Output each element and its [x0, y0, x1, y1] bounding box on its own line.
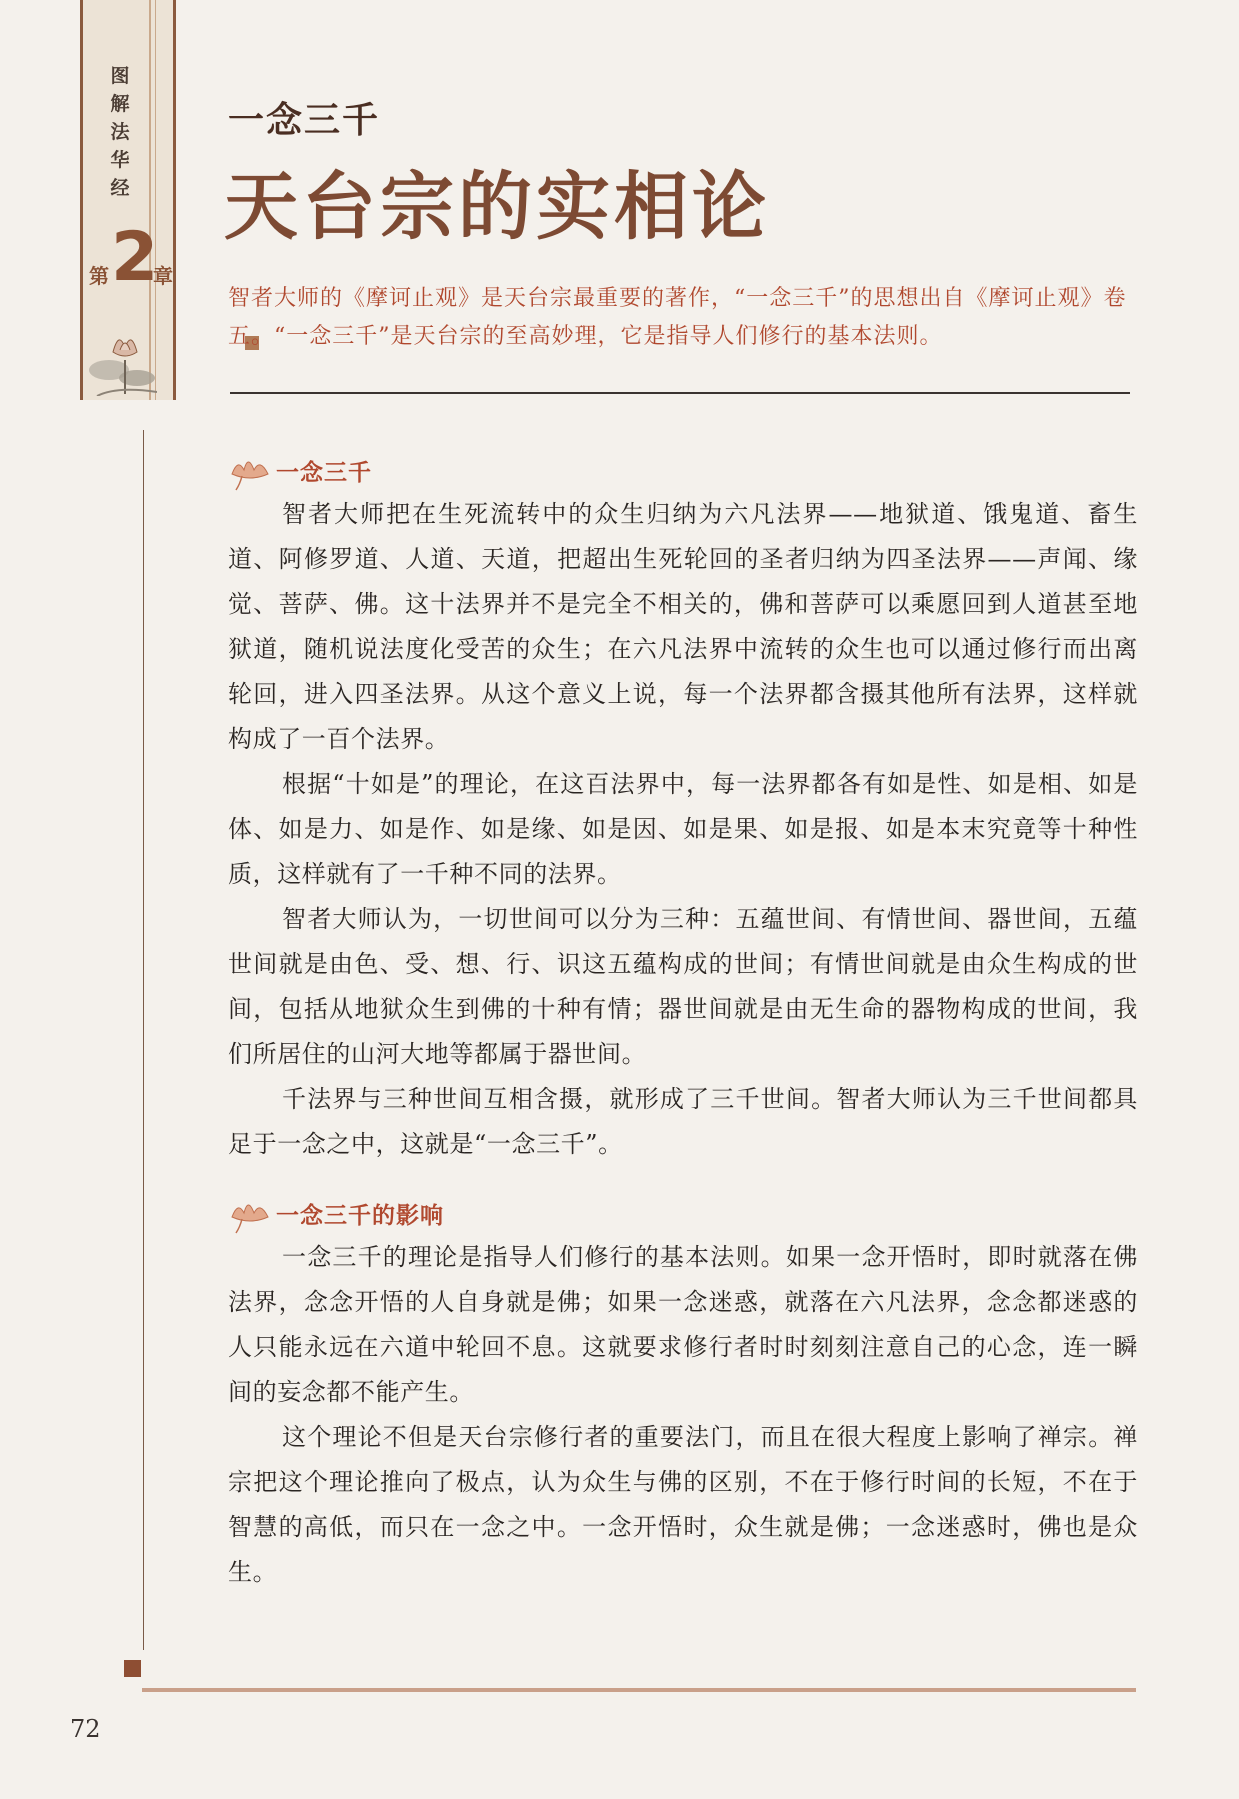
page-title: 天台宗的实相论	[224, 164, 770, 250]
body-paragraph: 一念三千的理论是指导人们修行的基本法则。如果一念开悟时，即时就落在佛法界，念念开悟的人自身就是佛；如果一念迷惑，就落在六凡法界，念念都迷惑的人只能永远在六道中轮回不息。这就要求修行者时时刻刻注意自己的心念，连一瞬间的妄念都不能产生。	[228, 1243, 1138, 1406]
body-paragraph: 智者大师把在生死流转中的众生归纳为六凡法界——地狱道、饿鬼道、畜生道、阿修罗道、人道、天道，把超出生死轮回的圣者归纳为四圣法界——声闻、缘觉、菩萨、佛。这十法界并不是完全不相关的，佛和菩萨可以乘愿回到人道甚至地狱道，随机说法度化受苦的众生；在六凡法界中流转的众生也可以通过修行而出离轮回，进入四圣法界。从这个意义上说，每一个法界都含摄其他所有法界，这样就构成了一百个法界。	[228, 500, 1138, 753]
page-number: 72	[70, 1715, 101, 1743]
header-divider	[230, 392, 1130, 394]
section-influence	[228, 1195, 1138, 1595]
lotus-bullet-icon	[228, 1195, 272, 1235]
body-paragraph: 这个理论不但是天台宗修行者的重要法门，而且在很大程度上影响了禅宗。禅宗把这个理论推向了极点，认为众生与佛的区别，不在于修行时间的长短，不在于智慧的高低，而只在一念之中。一念开悟时，众生就是佛；一念迷惑时，佛也是众生。	[228, 1423, 1138, 1586]
section-heading	[228, 1195, 1138, 1235]
body-paragraph: 千法界与三种世间互相含摄，就形成了三千世间。智者大师认为三千世间都具足于一念之中，这就是“一念三千”。	[228, 1085, 1138, 1158]
chapter-side-tab	[80, 0, 176, 400]
lotus-illustration-icon	[87, 300, 157, 396]
section-heading	[228, 452, 1138, 492]
footer-rule	[142, 1688, 1136, 1692]
page-subtitle: 一念三千	[228, 99, 381, 141]
book-title: 图解法华经	[110, 65, 130, 199]
body-paragraph: 智者大师认为，一切世间可以分为三种：五蕴世间、有情世间、器世间，五蕴世间就是由色、受、想、行、识这五蕴构成的世间；有情世间就是由众生构成的世间，包括从地狱众生到佛的十种有情；器世间就是由无生命的器物构成的世间，我们所居住的山河大地等都属于器世间。	[228, 905, 1138, 1068]
margin-rule	[143, 430, 144, 1650]
chapter-suffix: 章	[153, 264, 173, 288]
chapter-prefix: 第	[89, 264, 109, 288]
chapter-number: 2	[111, 218, 159, 297]
intro-summary: 智者大师的《摩诃止观》是天台宗最重要的著作，“一念三千”的思想出自《摩诃止观》卷五。“一念三千”是天台宗的至高妙理，它是指导人们修行的基本法则。	[228, 286, 1127, 349]
section-yinian-sanqian	[228, 452, 1138, 1167]
body-paragraph: 根据“十如是”的理论，在这百法界中，每一法界都各有如是性、如是相、如是体、如是力、如是作、如是缘、如是因、如是果、如是报、如是本末究竟等十种性质，这样就有了一千种不同的法界。	[228, 770, 1138, 888]
footer-square-marker	[124, 1660, 141, 1677]
lotus-bullet-icon	[228, 452, 272, 492]
section-heading-label: 一念三千的影响	[276, 1203, 444, 1229]
section-heading-label: 一念三千	[276, 460, 372, 486]
